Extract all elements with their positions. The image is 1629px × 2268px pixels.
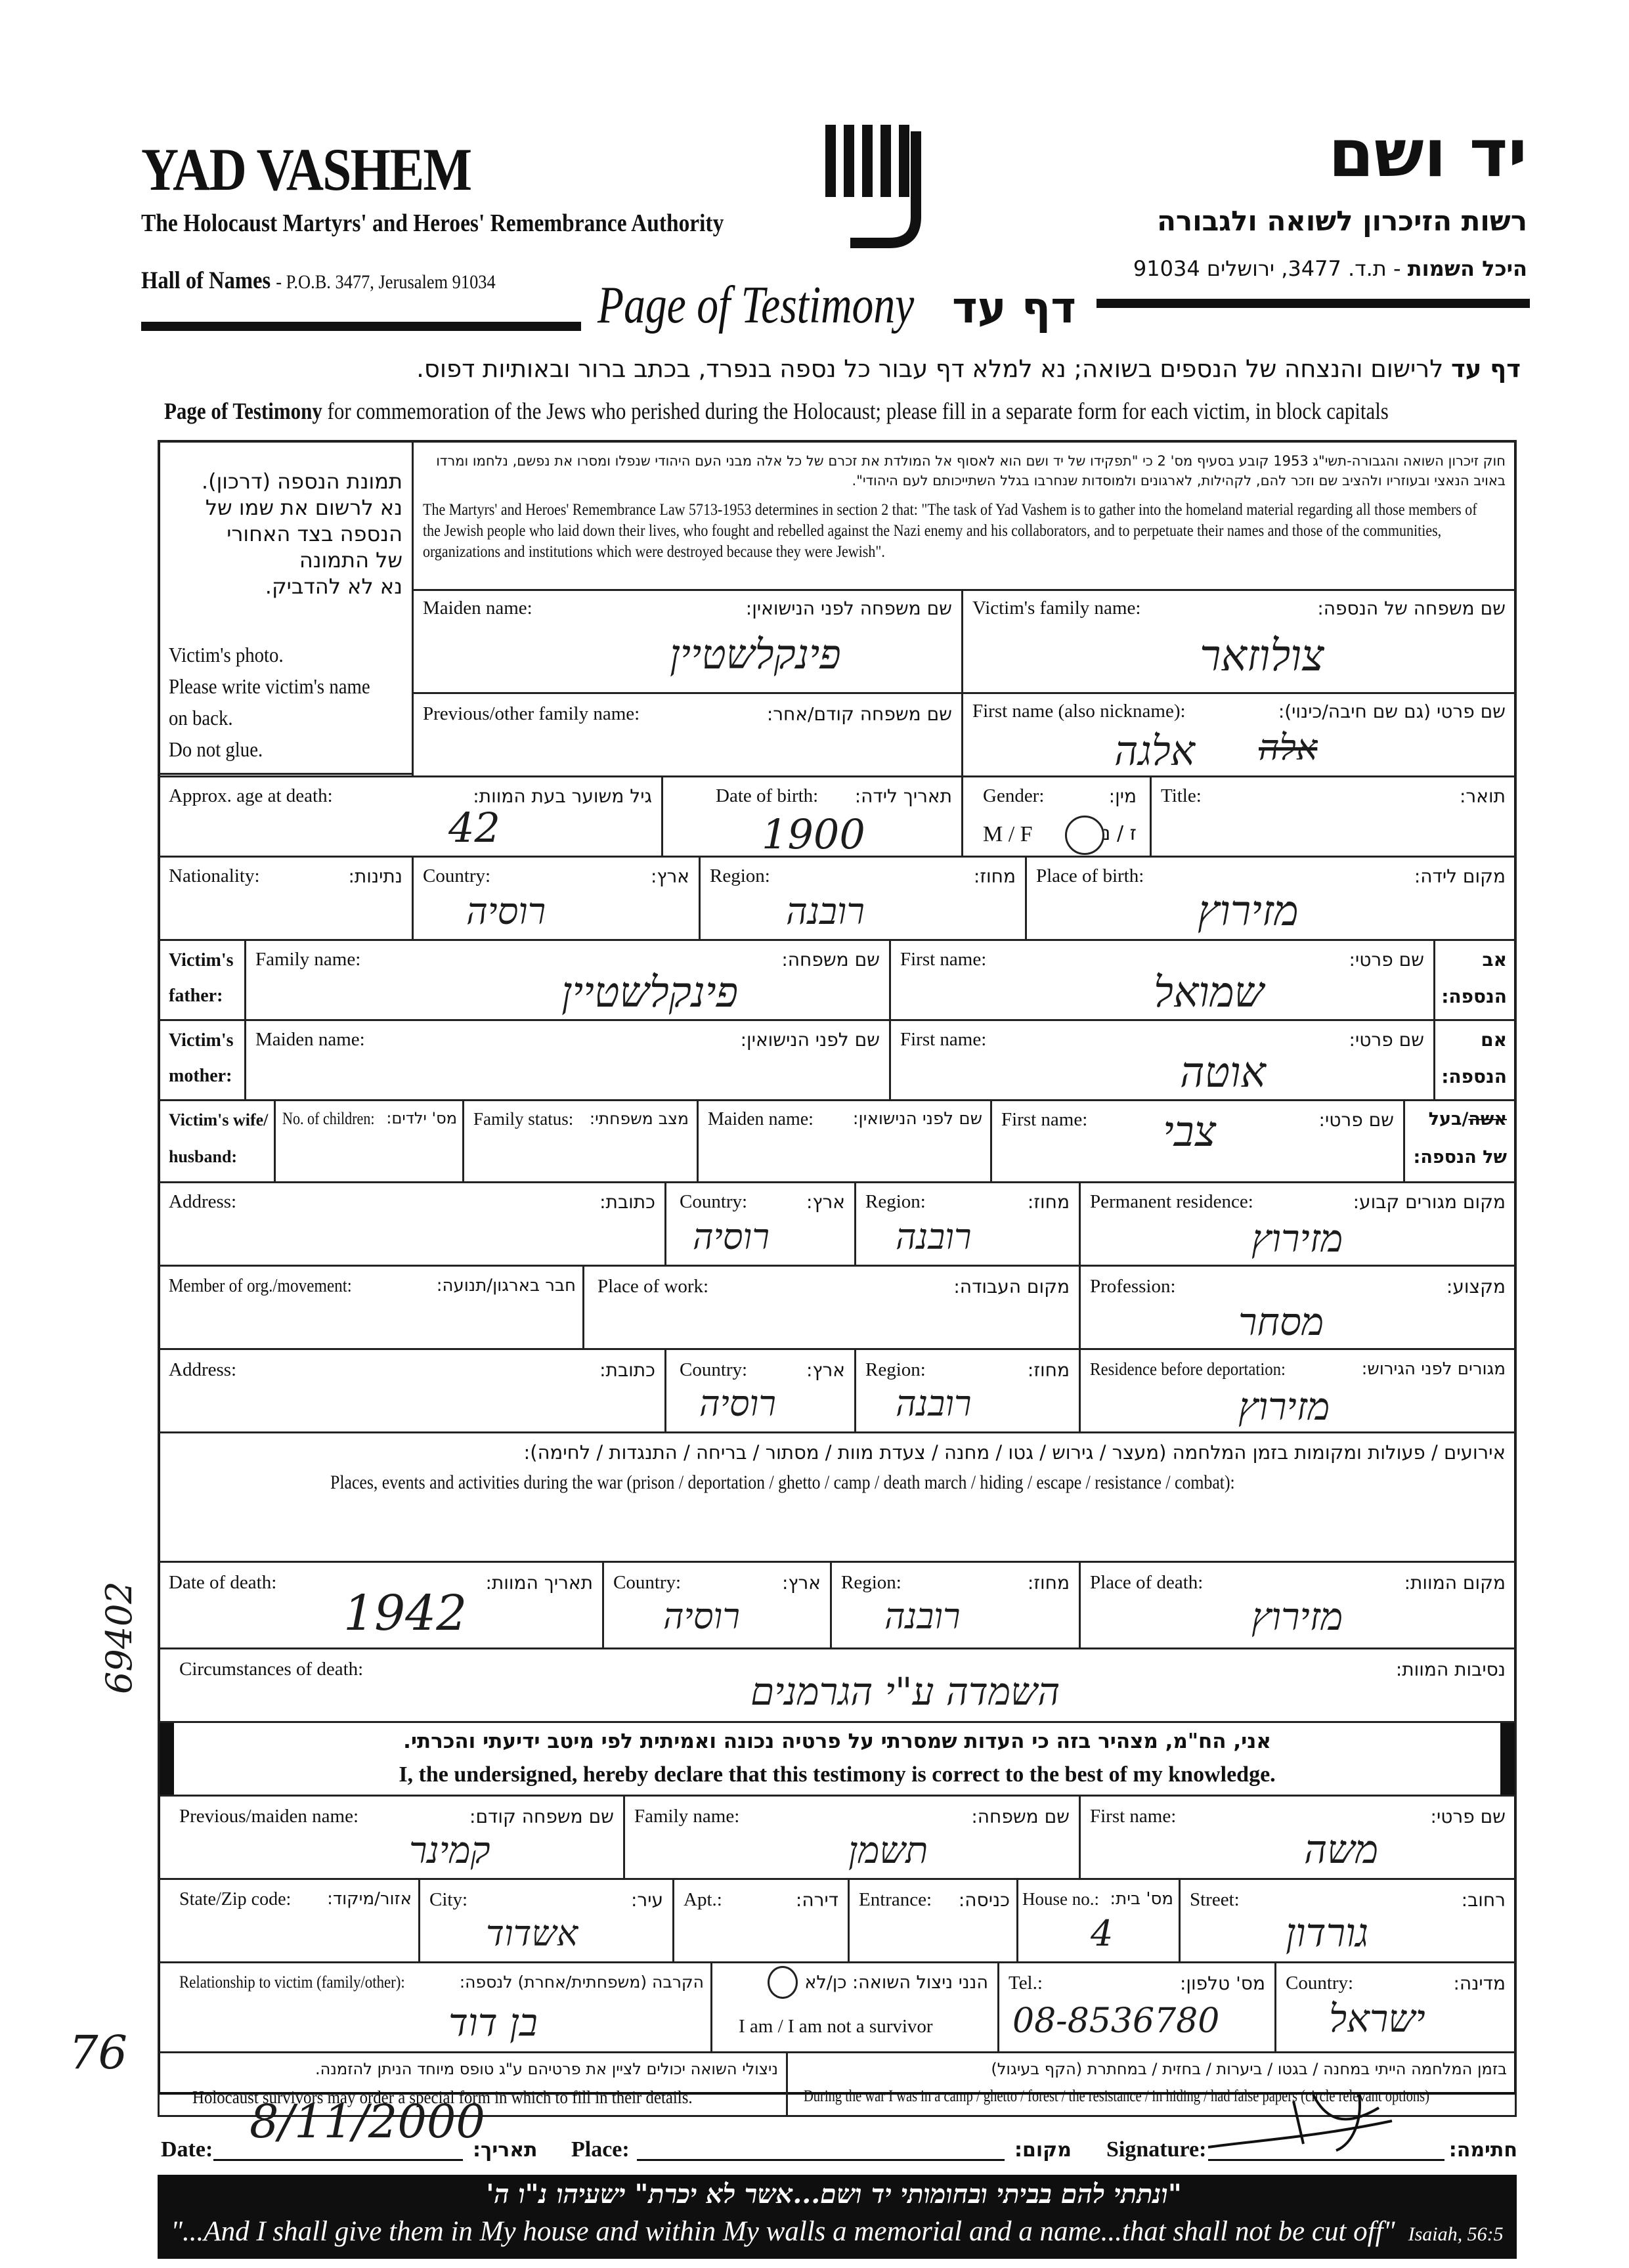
mother-row-label-he (1433, 1019, 1517, 1101)
dob-label-he: תאריך לידה: (854, 785, 952, 807)
intro-en-bold: Page of Testimony (164, 398, 322, 424)
intro-he-bold: דף עד (1451, 355, 1521, 383)
gender-options: M / F (983, 822, 1033, 846)
declaration-he: אני, הח"מ, מצהיר בזה כי העדות שמסרתי על פרטיה נכונה ואמיתית לפי מיטב ידיעתי והכרתי. (403, 1730, 1271, 1753)
submitter-prev-label: Previous/maiden name: (179, 1806, 359, 1827)
first-name-label-he: שם פרטי (גם שם חיבה/כינוי): (1278, 701, 1506, 722)
hall-of-names-he (1133, 256, 1527, 281)
res-country-value: רוסיה (693, 1216, 770, 1257)
yad-vashem-logo (824, 118, 932, 250)
city-value: אשדוד (486, 1913, 578, 1954)
nationality-label: Nationality: (169, 865, 260, 886)
first-name-struck: אלה (1259, 727, 1318, 768)
children-label-he: מס' ילדים: (386, 1109, 457, 1127)
mother-first-label: First name: (900, 1029, 987, 1050)
title-bar-left (141, 322, 581, 331)
res-region-label-he: מחוז: (1027, 1191, 1070, 1213)
declaration-box (158, 1721, 1517, 1797)
dob-label: Date of birth: (716, 785, 819, 806)
death-region-label-he: מחוז: (1027, 1572, 1070, 1594)
submitter-prev-name-field[interactable] (158, 1795, 625, 1880)
children-label: No. of children: (282, 1109, 375, 1128)
father-family-value: פינקלשטיין (561, 969, 739, 1017)
date-value[interactable]: 8/11/2000 (250, 2095, 485, 2148)
side-number: 69402 (98, 1581, 140, 1694)
entrance-label: Entrance: (859, 1889, 932, 1910)
photo-instructions-en (169, 639, 370, 765)
survivor-circle (768, 1966, 798, 1999)
date-label: Date: (161, 2137, 213, 2162)
submitter-country-label-he: מדינה: (1453, 1973, 1506, 1994)
intro-en-text: for commemoration of the Jews who perished during the Holocaust; please fill in a separate form for each victim, in block capitals (327, 398, 1389, 424)
page-number: 76 (69, 2026, 128, 2080)
circumstances-label: Circumstances of death: (179, 1659, 364, 1680)
mother-he-line2: הנספה: (1441, 1066, 1507, 1087)
title-he: דף עד (952, 282, 1077, 333)
dob-field[interactable] (661, 775, 963, 858)
birth-country-value: רוסיה (466, 890, 546, 933)
gender-field[interactable] (961, 775, 1152, 858)
submitter-country-label: Country: (1286, 1973, 1354, 1994)
spouse-first-field[interactable] (990, 1099, 1405, 1183)
title-label-he: תואר: (1460, 785, 1506, 807)
photo-en-line: Please write victim's name (169, 674, 370, 698)
circumstances-label-he: נסיבות המוות: (1395, 1659, 1506, 1680)
tel-value: 08-8536780 (1012, 2001, 1220, 2041)
photo-he-line: תמונת הנספה (דרכון). (201, 469, 402, 494)
org-label: Member of org./movement: (169, 1276, 352, 1296)
submitter-first-field[interactable] (1079, 1795, 1517, 1880)
survivor-note-he: ניצולי השואה יכולים לציין את פרטיהם ע"ג טופס מיוחד הניתן להזמנה. (315, 2060, 778, 2078)
death-date-label-he: תאריך המוות: (485, 1572, 593, 1594)
street-label-he: רחוב: (1461, 1889, 1506, 1911)
apt-label-he: דירה: (795, 1889, 838, 1911)
spouse-he-struck: אשה (1468, 1109, 1507, 1129)
father-label-line2: father: (169, 986, 223, 1006)
submitter-family-label-he: שם משפחה: (971, 1806, 1070, 1827)
father-row-label (158, 939, 246, 1021)
spouse-he-line1 (1429, 1109, 1507, 1129)
death-date-value: 1942 (343, 1585, 467, 1642)
hall-of-names-address: - P.O.B. 3477, Jerusalem 91034 (276, 271, 496, 293)
deport-country-field[interactable] (664, 1348, 856, 1433)
death-place-value: מזירוץ (1251, 1594, 1343, 1639)
perm-residence-field[interactable] (1079, 1181, 1517, 1267)
address-label-he: כתובת: (599, 1191, 655, 1213)
res-region-value: רובנה (896, 1216, 972, 1257)
place-line[interactable] (637, 2159, 1005, 2161)
father-first-value: שמואל (1154, 969, 1264, 1017)
spouse-label-line2: husband: (169, 1147, 238, 1166)
deport-country-label-he: ארץ: (806, 1359, 845, 1381)
death-date-label: Date of death: (169, 1572, 277, 1593)
death-place-label: Place of death: (1090, 1572, 1204, 1593)
family-name-label: Victim's family name: (972, 598, 1141, 619)
deport-address-label: Address: (169, 1359, 237, 1380)
children-field[interactable] (274, 1099, 464, 1183)
spouse-first-label-he: שם פרטי: (1318, 1109, 1394, 1131)
workplace-label-he: מקום העבודה: (953, 1276, 1070, 1298)
photo-he-line: של התמונה (299, 548, 402, 573)
survivor-note-en: Holocaust survivors may order a special form in which to fill in their details. (192, 2087, 693, 2107)
profession-label-he: מקצוע: (1446, 1276, 1506, 1298)
war-events-field[interactable] (158, 1431, 1517, 1563)
submitter-country-field[interactable] (1274, 1961, 1517, 2053)
hall-of-names-he-label: היכל השמות (1407, 256, 1527, 281)
law-box (412, 440, 1517, 591)
photo-instructions-he (202, 468, 402, 600)
survivor-en: I am / I am not a survivor (739, 2016, 933, 2037)
gender-label: Gender: (983, 785, 1045, 806)
apt-label: Apt.: (684, 1889, 722, 1910)
submitter-first-label-he: שם פרטי: (1430, 1806, 1506, 1827)
workplace-field[interactable] (582, 1265, 1081, 1350)
family-name-label-he: שם משפחה של הנספה: (1317, 598, 1506, 619)
deport-address-field[interactable] (158, 1348, 666, 1433)
place-label: Place: (571, 2137, 630, 2162)
mother-label-line1: Victim's (169, 1030, 234, 1051)
street-label: Street: (1190, 1889, 1240, 1910)
death-region-label: Region: (841, 1572, 901, 1593)
res-country-label-he: ארץ: (806, 1191, 845, 1213)
prev-family-name-label: Previous/other family name: (423, 703, 640, 724)
father-family-field[interactable] (244, 939, 891, 1021)
first-name-field[interactable] (961, 692, 1517, 777)
war-events-label-en: Places, events and activities during the war (prison / deportation / ghetto / camp / death march / hiding / escape / resistance / combat): (330, 1472, 1235, 1493)
city-label: City: (429, 1889, 468, 1910)
father-label-line1: Victim's (169, 950, 234, 970)
gender-label-he: מין: (1108, 785, 1137, 807)
declaration-en: I, the undersigned, hereby declare that this testimony is correct to the best of my knowledge. (399, 1762, 1276, 1787)
res-country-field[interactable] (664, 1181, 856, 1267)
birth-region-value: רובנה (786, 890, 865, 933)
survivor-he: הנני ניצול השואה: כן/לא (804, 1973, 988, 1993)
first-name-value: אלגה (1114, 727, 1196, 775)
pob-field[interactable] (1025, 856, 1517, 941)
maiden-name-label: Maiden name: (423, 598, 532, 619)
age-field[interactable] (158, 775, 663, 858)
country-label: Country: (423, 865, 491, 886)
age-value: 42 (448, 804, 500, 852)
father-family-label-he: שם משפחה: (781, 949, 880, 970)
quote-en-wrap (171, 2215, 1510, 2248)
circumstances-value: השמדה ע"י הגרמנים (750, 1669, 1060, 1714)
mother-he-line1: אם (1481, 1029, 1507, 1051)
law-en: The Martyrs' and Heroes' Remembrance Law 5713-1953 determines in section 2 that: "The task of Yad Vashem is to gather into the homeland material regarding all those members of the Jewish people who laid down their lives, who fought and rebelled against the Nazi enemy and his collaborators, and to perpetuate their names and those of the communities, organizations and institutions which were destroyed because they were Jewish". (423, 501, 1477, 561)
mother-maiden-label-he: שם לפני הנישואין: (740, 1029, 880, 1051)
deport-region-value: רובנה (896, 1383, 972, 1424)
zip-label-he: אזור/מיקוד: (327, 1889, 412, 1909)
spouse-he-line2: של הנספה: (1413, 1147, 1507, 1167)
death-country-value: רוסיה (663, 1596, 740, 1637)
profession-value: מסחר (1238, 1299, 1324, 1344)
circumstances-field[interactable] (158, 1647, 1517, 1723)
submitter-family-value: תשמן (848, 1829, 928, 1872)
title-bar-right (1097, 299, 1530, 308)
quote-he: "ונתתי להם בביתי ובחומותי יד ושם...אשר לא יכרת" ישעיהו נ"ו ה' (486, 2179, 1182, 2210)
submitter-family-field[interactable] (623, 1795, 1081, 1880)
spouse-he-part: /בעל (1428, 1109, 1469, 1129)
gender-circle (1065, 816, 1104, 855)
family-status-label-he: מצב משפחתי: (589, 1109, 689, 1128)
zip-field[interactable] (158, 1878, 420, 1963)
mother-maiden-label: Maiden name: (255, 1029, 365, 1050)
age-label: Approx. age at death: (169, 785, 333, 806)
zip-label: State/Zip code: (179, 1889, 292, 1909)
before-deport-field[interactable] (1079, 1348, 1517, 1433)
nationality-label-he: נתינות: (348, 865, 402, 887)
dob-value: 1900 (762, 810, 865, 858)
photo-en-line: Victim's photo. (169, 643, 284, 666)
maiden-name-label-he: שם משפחה לפני הנישואין: (745, 598, 952, 619)
authority-he: רשות הזיכרון לשואה ולגבורה (1157, 205, 1527, 237)
spouse-label-line1: Victim's wife/ (169, 1110, 269, 1129)
birth-country-field[interactable] (412, 856, 701, 941)
maiden-name-value: פינקלשטיין (670, 630, 841, 678)
intro-en (164, 397, 1389, 425)
submitter-first-value: משה (1304, 1827, 1379, 1873)
house-value: 4 (1091, 1913, 1114, 1954)
spouse-row-label-he (1403, 1099, 1517, 1183)
submitter-country-value: ישראל (1329, 1996, 1425, 2041)
mother-maiden-field[interactable] (244, 1019, 891, 1101)
nationality-field[interactable] (158, 856, 414, 941)
org-field[interactable] (158, 1265, 584, 1350)
father-first-field[interactable] (889, 939, 1435, 1021)
spouse-row-label (158, 1099, 276, 1183)
hall-of-names-label: Hall of Names (141, 267, 271, 294)
before-deport-value: מזירוץ (1238, 1384, 1330, 1429)
title-field[interactable] (1150, 775, 1517, 858)
first-name-label: First name (also nickname): (972, 701, 1186, 722)
family-status-field[interactable] (462, 1099, 699, 1183)
res-region-label: Region: (865, 1191, 926, 1212)
father-family-label: Family name: (255, 949, 361, 970)
perm-residence-value: מזירוץ (1251, 1216, 1343, 1261)
birth-region-field[interactable] (699, 856, 1027, 941)
region-label: Region: (710, 865, 770, 886)
pob-value: מזירוץ (1198, 887, 1299, 936)
pob-label-he: מקום לידה: (1414, 865, 1506, 887)
deport-address-label-he: כתובת: (599, 1359, 655, 1381)
before-deport-label-he: מגורים לפני הגירוש: (1361, 1359, 1506, 1379)
org-label-he: חבר בארגון/תנועה: (436, 1276, 576, 1296)
title-en: Page of Testimony (597, 276, 915, 334)
war-location-en: During the war I was in a camp / ghetto / forest / the resistance / in hiding / had false papers (circle relevant options) (804, 2087, 1429, 2105)
death-country-label-he: ארץ: (781, 1572, 821, 1594)
deport-country-value: רוסיה (699, 1383, 776, 1424)
war-events-label-he: אירועים / פעולות ומקומות בזמן המלחמה (מעצר / גירוש / גטו / מחנה / צעדת מוות / מסתור / בריחה / התנגדות / לחימה): (523, 1441, 1506, 1464)
logo-mark-icon (824, 118, 932, 250)
hall-of-names-en (141, 267, 496, 295)
house-label-he: מס' בית: (1110, 1889, 1173, 1909)
photo-en-line: Do not glue. (169, 737, 263, 761)
father-row-label-he (1433, 939, 1517, 1021)
quote-banner (158, 2175, 1517, 2259)
address-field[interactable] (158, 1181, 666, 1267)
prev-family-name-field[interactable] (412, 692, 963, 777)
mother-first-field[interactable] (889, 1019, 1435, 1101)
apt-field[interactable] (672, 1878, 850, 1963)
res-country-label: Country: (680, 1191, 748, 1212)
mother-first-label-he: שם פרטי: (1349, 1029, 1424, 1051)
intro-he (102, 355, 1521, 383)
date-line (213, 2159, 463, 2161)
tel-label: Tel.: (1009, 1973, 1043, 1994)
family-name-value: צולוזאר (1200, 630, 1324, 681)
submitter-prev-value: קמינר (409, 1829, 490, 1872)
tel-label-he: מס' טלפון: (1179, 1973, 1265, 1994)
submitter-prev-label-he: שם משפחה קודם: (469, 1806, 614, 1827)
prev-family-name-label-he: שם משפחה קודם/אחר: (766, 703, 952, 725)
family-name-field[interactable] (961, 589, 1517, 694)
gender-options-he: ז / נ (1102, 822, 1137, 845)
father-he-line1: אב (1482, 949, 1507, 970)
workplace-label: Place of work: (597, 1276, 709, 1297)
death-place-label-he: מקום המוות: (1404, 1572, 1506, 1594)
address-label: Address: (169, 1191, 237, 1212)
spouse-first-value: צבי (1163, 1108, 1217, 1156)
handwritten-signature-icon (1195, 2082, 1412, 2167)
spouse-first-label: First name: (1001, 1109, 1088, 1130)
before-deport-label: Residence before deportation: (1090, 1359, 1286, 1379)
street-field[interactable] (1179, 1878, 1517, 1963)
perm-residence-label: Permanent residence: (1090, 1191, 1253, 1212)
signature-label: Signature: (1106, 2137, 1207, 2162)
region-label-he: מחוז: (973, 865, 1016, 887)
relationship-label-he: הקרבה (משפחתית/אחרת) לנספה: (459, 1973, 704, 1992)
photo-box (158, 440, 414, 775)
entrance-label-he: כניסה: (958, 1889, 1010, 1911)
res-region-field[interactable] (854, 1181, 1081, 1267)
deport-region-field[interactable] (854, 1348, 1081, 1433)
profession-label: Profession: (1090, 1276, 1176, 1297)
street-value: גורדון (1286, 1910, 1369, 1956)
law-he: חוק זיכרון השואה והגבורה-תשי"ג 1953 קובע בסעיף מס' 2 כי "תפקידו של יד ושם הוא לאסוף אל המולדת את זכרם של כל אלה מבני העם היהודי שנפלו ומסרו את נפשם, נלחמו ומרדו באויב הנאצי ובעוזריו ולהציב שם וזכר להם, לקהילות, לארגונים ולמוסדות שנחרבו בגלל השתייכותם לעם היהודי". (436, 453, 1506, 489)
war-location-he: בזמן המלחמה הייתי במחנה / בגטו / ביערות / בחזית / במחתרת (הקף בעיגול) (991, 2060, 1507, 2078)
relationship-field[interactable] (158, 1961, 712, 2053)
house-field[interactable] (1016, 1878, 1181, 1963)
death-date-field[interactable] (158, 1561, 604, 1649)
city-label-he: עיר: (630, 1889, 663, 1911)
death-country-label: Country: (613, 1572, 682, 1593)
family-status-label: Family status: (473, 1109, 574, 1129)
death-region-field[interactable] (830, 1561, 1081, 1649)
submitter-family-label: Family name: (634, 1806, 740, 1827)
deport-country-label: Country: (680, 1359, 748, 1380)
quote-en: "...And I shall give them in My house and within My walls a memorial and a name...that shall not be cut off" (171, 2216, 1395, 2247)
entrance-field[interactable] (848, 1878, 1018, 1963)
quote-ref: Isaiah, 56:5 (1408, 2223, 1504, 2245)
pob-label: Place of birth: (1036, 865, 1144, 886)
photo-he-line: נא לא להדביק. (265, 574, 402, 599)
profession-field[interactable] (1079, 1265, 1517, 1350)
photo-he-line: הנספה בצד האחורי (227, 521, 402, 546)
city-field[interactable] (418, 1878, 674, 1963)
spouse-maiden-field[interactable] (697, 1099, 992, 1183)
intro-he-text: לרישום והנצחה של הנספים בשואה; נא למלא דף עבור כל נספה בנפרד, בכתב ברור ובאותיות דפוס. (416, 355, 1444, 383)
death-place-field[interactable] (1079, 1561, 1517, 1649)
signature-label-he: חתימה: (1448, 2139, 1517, 2162)
authority-en: The Holocaust Martyrs' and Heroes' Remembrance Authority (141, 209, 724, 237)
perm-residence-label-he: מקום מגורים קבוע: (1353, 1191, 1506, 1213)
submitter-first-label: First name: (1090, 1806, 1177, 1827)
mother-first-value: אוטה (1180, 1049, 1266, 1097)
deport-region-label-he: מחוז: (1027, 1359, 1070, 1381)
father-he-line2: הנספה: (1441, 986, 1507, 1007)
hall-of-names-he-address: - ת.ד. 3477, ירושלים 91034 (1133, 256, 1401, 281)
country-label-he: ארץ: (650, 865, 689, 887)
date-label-he: תאריך: (473, 2139, 538, 2162)
survivor-field[interactable] (710, 1961, 999, 2053)
place-label-he: מקום: (1014, 2139, 1072, 2162)
title-label: Title: (1161, 785, 1202, 806)
house-label: House no.: (1022, 1889, 1099, 1909)
photo-he-line: נא לרשום את שמו של (205, 495, 402, 520)
mother-label-line2: mother: (169, 1066, 232, 1086)
mother-row-label (158, 1019, 246, 1101)
death-region-value: רובנה (884, 1596, 961, 1637)
maiden-name-field[interactable] (412, 589, 963, 694)
spouse-maiden-label: Maiden name: (708, 1109, 814, 1129)
relationship-value: בן דוד (448, 2000, 538, 2045)
spouse-maiden-label-he: שם לפני הנישואין: (852, 1109, 982, 1129)
org-name-he: יד ושם (1328, 115, 1527, 192)
deport-region-label: Region: (865, 1359, 926, 1380)
father-first-label-he: שם פרטי: (1349, 949, 1424, 970)
relationship-label: Relationship to victim (family/other): (179, 1973, 405, 1992)
photo-en-line: on back. (169, 706, 233, 730)
org-name-en: YAD VASHEM (141, 136, 471, 203)
death-country-field[interactable] (602, 1561, 832, 1649)
tel-field[interactable] (997, 1961, 1276, 2053)
age-label-he: גיל משוער בעת המוות: (473, 785, 652, 807)
father-first-label: First name: (900, 949, 987, 970)
